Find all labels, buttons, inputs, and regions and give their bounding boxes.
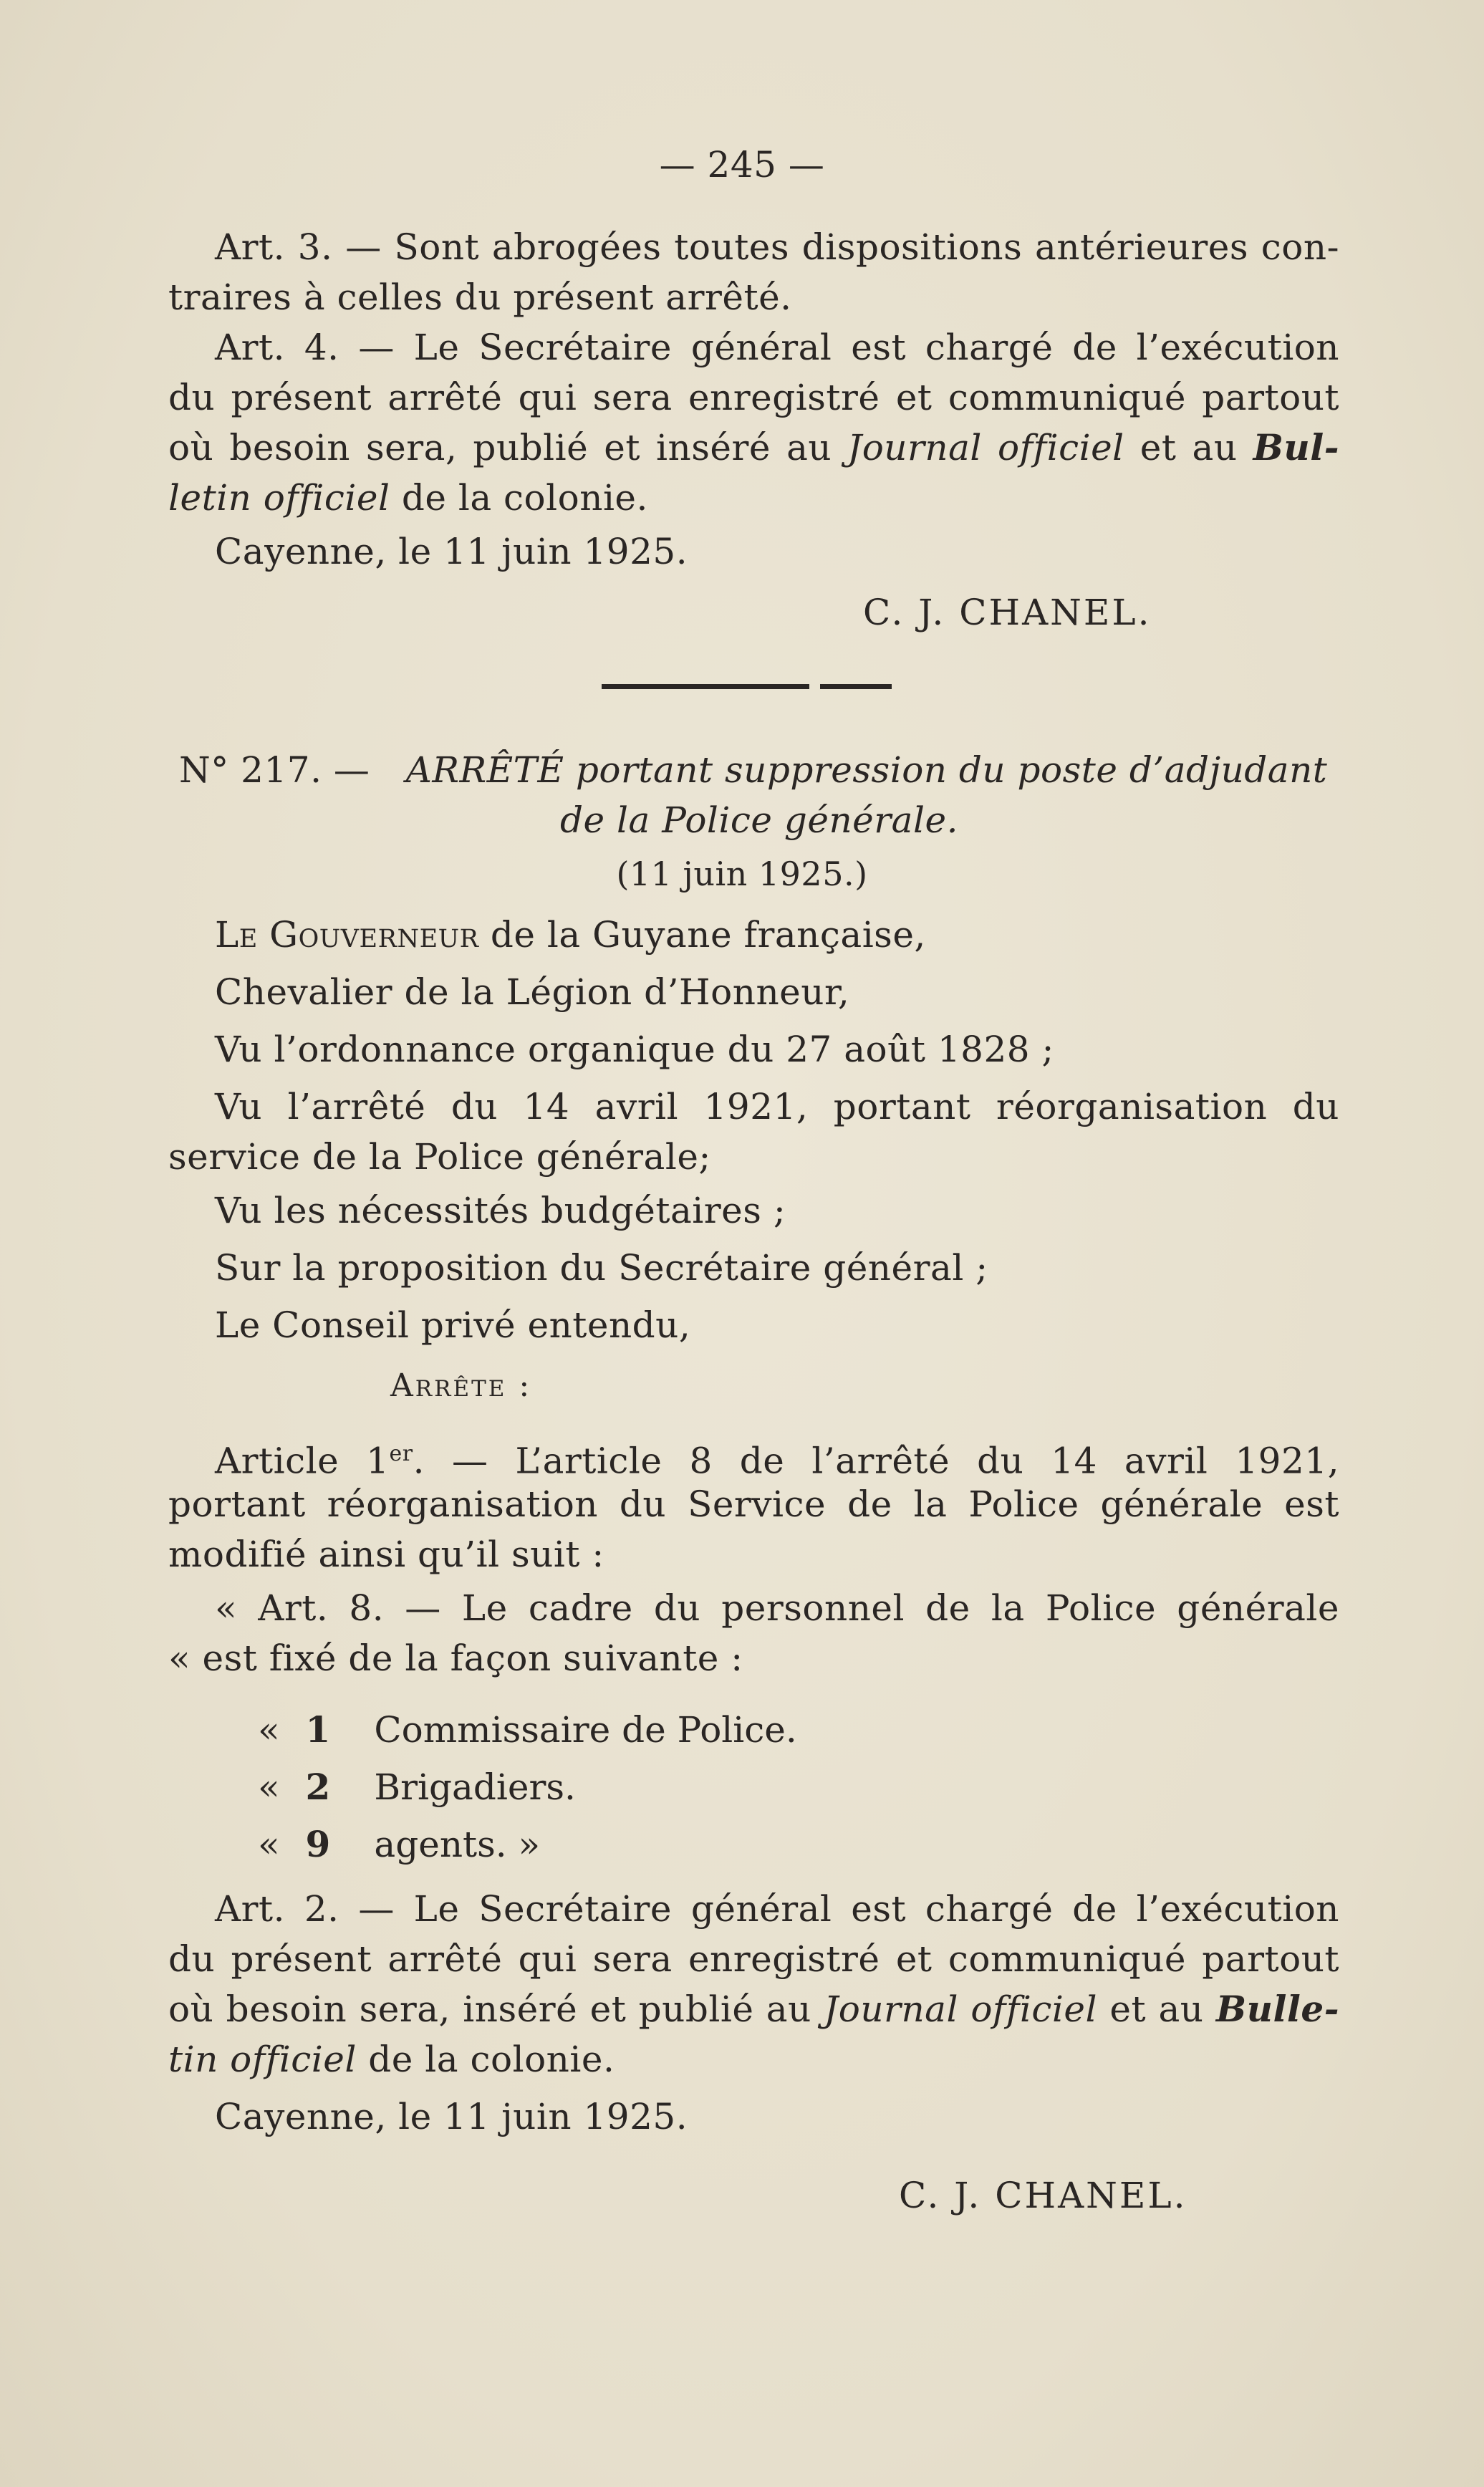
art2-line3-text-2: et au [1109, 1988, 1204, 2030]
art4-line1: Art. 4. — Le Secrétaire général est chargé de l’exécution [215, 327, 1339, 368]
staff-quote-mark: « [258, 1824, 280, 1865]
decree-title-line2-text: de la Police générale. [560, 799, 958, 841]
decree-date: (11 juin 1925.) [616, 855, 868, 893]
art2-line2: du présent arrêté qui sera enregistré et communiqué partout [168, 1938, 1339, 1980]
article1-superscript: er [389, 1441, 413, 1466]
signature-2: C. J. CHANEL. [899, 2175, 1187, 2216]
arrete-heading [390, 1361, 963, 1411]
art4-line3-text: où besoin sera, publié et inséré au [168, 427, 832, 468]
staff-label: Commissaire de Police. [374, 1709, 797, 1751]
separator-rule-part2 [820, 684, 892, 689]
staff-item [258, 1705, 797, 1755]
staff-quote-mark: « [258, 1766, 280, 1808]
article8-quote-line1: « Art. 8. — Le cadre du personnel de la Police générale [215, 1587, 1339, 1629]
bulletin-officiel-ref-part2: tin officiel [168, 2039, 357, 2080]
page-number: — 245 — [659, 144, 825, 186]
art2-line3 [168, 1984, 1339, 2034]
preamble-vu-necessites: Vu les nécessités budgétaires ; [215, 1190, 786, 1231]
date-line-2: Cayenne, le 11 juin 1925. [215, 2096, 688, 2137]
staff-label: agents. » [374, 1824, 541, 1865]
signature-1: C. J. CHANEL. [863, 592, 1152, 633]
article1-label: Article 1 [215, 1440, 390, 1482]
preamble-sur-proposition: Sur la proposition du Secrétaire général ; [215, 1247, 988, 1289]
preamble-conseil: Le Conseil privé entendu, [215, 1304, 691, 1346]
decree-title-line2 [179, 795, 1339, 845]
decree-title-line1: ARRÊTÉ portant suppression du poste d’adjudant [405, 749, 1328, 791]
preamble-vu-ordonnance: Vu l’ordonnance organique du 27 août 1828 ; [215, 1029, 1054, 1070]
art4-line2: du présent arrêté qui sera enregistré et communiqué partout [168, 377, 1339, 418]
art3-line1: Art. 3. — Sont abrogées toutes dispositions antérieures con- [215, 226, 1339, 268]
gouverneur-title: Le Gouverneur [215, 914, 479, 956]
art4-line4 [168, 473, 1339, 523]
bulletin-officiel-ref-part1: Bulle- [1215, 1988, 1339, 2030]
decree-number: N° 217. — [179, 749, 370, 791]
separator-rule-part1 [602, 684, 809, 689]
article1-line1-text: . — L’article 8 de l’arrêté du 14 avril 1921, [413, 1440, 1339, 1482]
preamble-vu-arrete-line1: Vu l’arrêté du 14 avril 1921, portant réorganisation du [215, 1086, 1339, 1127]
staff-count: 1 [305, 1708, 331, 1751]
preamble-vu-arrete-line2: service de la Police générale; [168, 1136, 711, 1178]
preamble-chevalier: Chevalier de la Légion d’Honneur, [215, 971, 850, 1013]
staff-item [258, 1819, 540, 1870]
art2-line3-text: où besoin sera, inséré et publié au [168, 1988, 811, 2030]
decree-heading [179, 745, 1339, 795]
staff-quote-mark: « [258, 1709, 280, 1751]
art2-line1: Art. 2. — Le Secrétaire général est chargé de l’exécution [215, 1888, 1339, 1930]
gouverneur-rest: de la Guyane française, [490, 914, 926, 956]
staff-count: 2 [305, 1766, 331, 1808]
staff-item [258, 1762, 576, 1812]
preamble-gouverneur [215, 910, 1339, 960]
date-line-1: Cayenne, le 11 juin 1925. [215, 531, 688, 572]
article1-line3: modifié ainsi qu’il suit : [168, 1534, 604, 1575]
art3-line2: traires à celles du présent arrêté. [168, 276, 792, 318]
journal-officiel-ref: Journal officiel [847, 427, 1124, 468]
journal-officiel-ref: Journal officiel [824, 1988, 1098, 2030]
staff-count: 9 [305, 1823, 331, 1865]
arrete-heading-text: Arrête : [390, 1367, 532, 1404]
article8-quote-line2: « est fixé de la façon suivante : [168, 1637, 743, 1679]
art4-line3 [168, 423, 1339, 473]
bulletin-officiel-ref-part1: Bul- [1253, 426, 1339, 468]
article1-line2: portant réorganisation du Service de la Police générale est [168, 1483, 1339, 1525]
bulletin-officiel-ref-part2: letin officiel [168, 477, 390, 519]
art2-line4 [168, 2034, 1339, 2084]
staff-label: Brigadiers. [374, 1766, 576, 1808]
art4-line3-text-2: et au [1140, 427, 1238, 468]
art4-line4-text: de la colonie. [401, 477, 648, 519]
art2-line4-text: de la colonie. [368, 2039, 615, 2080]
article1-line1 [215, 1429, 1339, 1486]
